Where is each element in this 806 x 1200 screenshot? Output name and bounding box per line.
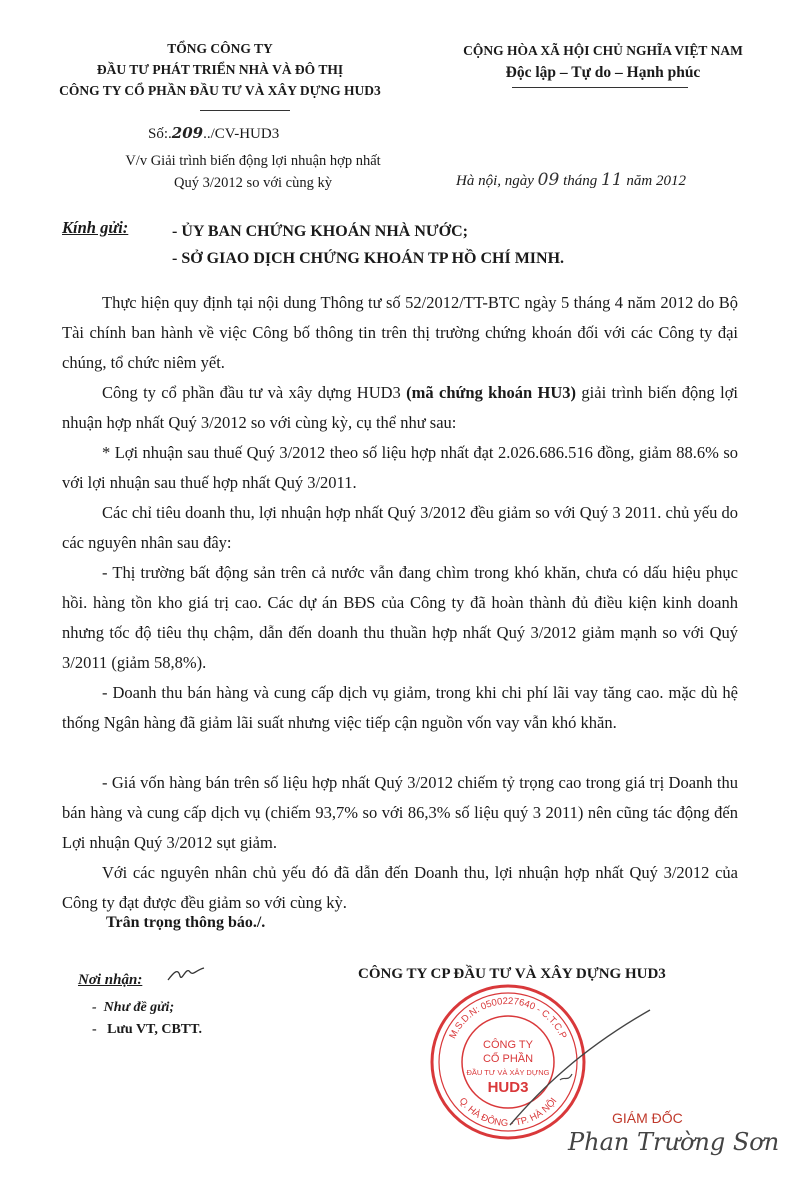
paragraph-text: Công ty cổ phần đầu tư và xây dựng HUD3 [102,383,401,402]
body-paragraph: * Lợi nhuận sau thuế Quý 3/2012 theo số liệu hợp nhất đạt 2.026.686.516 đồng, giảm 88.6% so với lợi nhuận sau thuế hợp nhất Quý 3/2011. [62,443,738,492]
body-paragraph: - Giá vốn hàng bán trên số liệu hợp nhất Quý 3/2012 chiếm tỷ trọng cao trong giá trị Doanh thu bán hàng và cung cấp dịch vụ (chiếm 93,7% so với 86,3% số liệu quý 3 2011) nên cũng tác động đến Lợi nhuận Quý 3/2012 sụt giảm. [62,773,738,852]
closing-line: Trân trọng thông báo./. [106,914,266,931]
footer-recipient-text: Như đề gửi; [103,1000,175,1015]
document-subject [88,150,418,194]
signing-company: CÔNG TY CP ĐẦU TƯ VÀ XÂY DỰNG HUD3 [358,966,666,982]
recipient-item: - ỦY BAN CHỨNG KHOÁN NHÀ NƯỚC; [172,223,468,240]
national-heading [418,40,788,84]
motto-underline [512,87,688,88]
date-month-handwritten: 11 [600,170,623,190]
recipient-item: - SỞ GIAO DỊCH CHỨNG KHOÁN TP HỒ CHÍ MINH. [172,250,565,267]
seal-center-line: HUD3 [487,1079,529,1096]
body-paragraph: Với các nguyên nhân chủ yếu đó đã dẫn đến Doanh thu, lợi nhuận hợp nhất Quý 3/2012 của Công ty đạt được đều giảm so với cùng kỳ. [62,863,738,912]
initials-paraph [166,962,208,986]
footer-recipient-item: - Lưu VT, CBTT. [92,1022,202,1037]
signer-name: Phan Trường Sơn [568,1128,780,1156]
nation-name: CỘNG HÒA XÃ HỘI CHỦ NGHĨA VIỆT NAM [463,43,743,58]
footer-recipients-label: Nơi nhận: [78,972,143,988]
doc-number-suffix: ../CV-HUD3 [203,126,280,142]
body-paragraph: - Thị trường bất động sản trên cả nước vẫn đang chìm trong khó khăn, chưa có dấu hiệu phục hồi. hàng tồn kho giá trị cao. Các dự án BĐS của Công ty đã hoàn thành đủ điều kiện kinh doanh nhưng tốc độ tiêu thụ chậm, dẫn đến doanh thu thuần hợp nhất Quý 3/2012 giảm mạnh so với Quý 3/2011 (giảm 58,8%). [62,563,738,672]
org-underline [200,110,290,111]
seal-center-line: CÔNG TY [483,1039,533,1051]
seal-center-line: ĐẦU TƯ VÀ XÂY DỰNG [466,1068,550,1077]
body-paragraph [62,378,738,438]
footer-recipient-item: - Như đề gửi; [92,1000,175,1015]
document-date [456,170,686,190]
recipients-label: Kính gửi: [62,218,129,237]
document-number [148,124,279,143]
doc-number-handwritten: 209 [171,124,204,142]
date-month-label: tháng [563,173,598,189]
org-line-parent: TỔNG CÔNG TY [167,41,273,56]
date-year: năm 2012 [626,173,686,189]
seal-ring-top: M.S.D.N: 0500227640 - C.T.C.P [447,995,569,1041]
nation-motto: Độc lập – Tự do – Hạnh phúc [505,64,701,81]
seal-ring-bottom: Q. HÀ ĐÔNG - TP. HÀ NỘI [456,1095,560,1130]
subject-line: Quý 3/2012 so với cùng kỳ [174,175,332,191]
body-paragraph: Các chỉ tiêu doanh thu, lợi nhuận hợp nhất Quý 3/2012 đều giảm so với Quý 3 2011. chủ yếu do các nguyên nhân sau đây: [62,503,738,552]
footer-recipient-text: Lưu VT, CBTT. [107,1022,202,1037]
signer-title: GIÁM ĐỐC [612,1110,683,1126]
seal-center-line: CỔ PHẦN [482,1053,534,1065]
issuing-organization [40,38,400,101]
body-paragraph: Thực hiện quy định tại nội dung Thông tư số 52/2012/TT-BTC ngày 5 tháng 4 năm 2012 do Bộ Tài chính ban hành về việc Công bố thông tin trên thị trường chứng khoán đối với các Công ty đại chúng, tổ chức niêm yết. [62,293,738,372]
org-line-company: CÔNG TY CỔ PHẦN ĐẦU TƯ VÀ XÂY DỰNG HUD3 [59,83,381,98]
body-paragraph: - Doanh thu bán hàng và cung cấp dịch vụ giảm, trong khi chi phí lãi vay tăng cao. mặc dù hệ thống Ngân hàng đã giảm lãi suất nhưng việc tiếp cận nguồn vốn vay vẫn khó khăn. [62,683,738,732]
subject-line: V/v Giải trình biến động lợi nhuận hợp nhất [125,153,381,169]
date-prefix: Hà nội, ngày [456,173,534,189]
paragraph-text: giải trình biến động lợi nhuận hợp nhất Quý 3/2012 so với cùng kỳ, cụ thể như sau: [62,383,739,432]
recipients-list [172,218,564,272]
doc-number-prefix: Số:. [148,126,172,142]
stock-code: (mã chứng khoán HU3) [406,383,577,402]
date-day-handwritten: 09 [537,170,560,190]
org-line-corporation: ĐẦU TƯ PHÁT TRIỂN NHÀ VÀ ĐÔ THỊ [96,62,344,77]
